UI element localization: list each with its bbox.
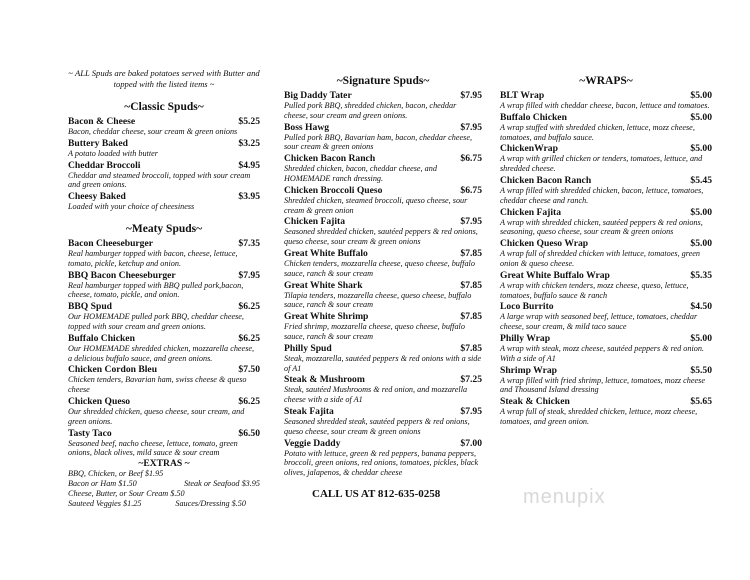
menu-item-header (284, 90, 482, 101)
menu-item-description: Chicken tenders, mozzarella cheese, queso cheese, buffalo sauce, ranch & sour cream (284, 258, 475, 278)
menu-item-description: Pulled pork BBQ, Bavarian ham, bacon, cheddar cheese, sour cream & green onions (284, 132, 473, 152)
section-title: ~Meaty Spuds~ (125, 222, 203, 235)
right-column (500, 64, 712, 428)
menu-item (68, 428, 260, 459)
menu-item-price: $7.50 (238, 364, 260, 376)
menu-item-name: Chicken Bacon Ranch (284, 153, 376, 165)
menu-item (68, 396, 260, 427)
menu-item-price: $5.00 (690, 90, 712, 101)
menu-item (68, 333, 260, 364)
menu-item-header (68, 301, 260, 312)
menu-item-name: Chicken Cordon Bleu (68, 364, 158, 376)
extras-block (68, 459, 260, 509)
menu-item-description: A potato loaded with butter (68, 148, 158, 158)
extras-row (68, 499, 246, 509)
menu-item (284, 374, 482, 405)
menu-item-header (500, 143, 712, 154)
menu-item-price: $5.35 (690, 269, 712, 281)
menu-item-description: Steak, sautéed Mushrooms & red onion, and mozzarella cheese with a side of A1 (284, 385, 468, 405)
menu-item-name: Cheesy Baked (68, 191, 126, 203)
menu-item (500, 333, 712, 364)
menu-item-name: Loco Burrito (500, 301, 554, 313)
menu-item-name: Great White Buffalo Wrap (500, 269, 610, 281)
menu-item-price: $4.95 (238, 159, 260, 171)
menu-item-price: $5.25 (238, 116, 260, 127)
menu-item (500, 301, 712, 332)
call-us-phone: CALL US AT 812-635-0258 (312, 488, 441, 500)
menu-item-price: $7.85 (460, 279, 482, 291)
menu-item-header (284, 122, 482, 133)
menu-item-price: $7.00 (460, 437, 482, 449)
menu-item (284, 438, 482, 478)
menu-item-description: Seasoned shredded steak, sautéed peppers & red onions, queso cheese, sour cream & green onions (284, 416, 470, 436)
menu-item-price: $5.00 (690, 332, 712, 344)
menu-item-name: Boss Hawg (284, 121, 330, 133)
menu-item-name: Chicken Broccoli Queso (284, 184, 383, 196)
section-title: ~Signature Spuds~ (336, 75, 430, 87)
menu-item-price: $7.35 (238, 237, 260, 249)
menu-item-price: $7.95 (460, 216, 482, 228)
menu-item-header (68, 396, 260, 407)
menu-item-description: Pulled pork BBQ, shredded chicken, bacon, cheddar cheese, sour cream and green onions. (284, 101, 457, 120)
menu-item-price: $7.95 (460, 405, 482, 417)
menu-item-header (500, 112, 712, 123)
menu-item-header (284, 185, 482, 196)
menu-item-header (284, 153, 482, 164)
menu-item-price: $6.75 (460, 153, 482, 165)
menu-item (284, 216, 482, 247)
menu-item (284, 406, 482, 437)
menu-item-name: Veggie Daddy (284, 437, 341, 449)
menu-item-header (284, 248, 482, 259)
menu-item-name: BBQ Bacon Cheeseburger (68, 269, 176, 281)
menu-item-header (68, 428, 260, 439)
menu-item (68, 138, 260, 159)
menu-item-header (284, 343, 482, 354)
menu-item-description: Steak, mozzarella, sautéed peppers & red onions with a side of A1 (284, 353, 482, 373)
menu-item-description: Real hamburger topped with BBQ pulled pork,bacon, cheese, tomato, pickle, and onion. (68, 280, 244, 300)
menu-item (284, 153, 482, 184)
menu-item-name: Steak Fajita (284, 405, 334, 417)
menu-item (68, 270, 260, 301)
menu-item-header (284, 280, 482, 291)
middle-column (284, 64, 482, 479)
menu-item-description: A wrap full of steak, shredded chicken, lettuce, mozz cheese, tomatoes, and green onion. (500, 407, 698, 426)
menu-item-price: $6.25 (238, 395, 260, 407)
menu-item-description: A wrap with shredded chicken, sautéed peppers & red onions, seasoning, queso cheese, sour cream & green onions (500, 217, 703, 237)
menu-item (68, 116, 260, 137)
menu-item (284, 248, 482, 279)
menu-item-description: Shredded chicken, steamed broccoli, queso cheese, sour cream & green onion (284, 195, 468, 215)
menu-item-description: Potato with lettuce, green & red peppers, banana peppers, broccoli, green onions, red onions, tomatoes, pickles, black olives, jalapenos, & cheddar cheese (284, 448, 479, 478)
sections (284, 75, 482, 478)
menu-item (68, 191, 260, 212)
menu-item-name: Steak & Mushroom (284, 374, 365, 386)
menu-item-description: A wrap stuffed with shredded chicken, lettuce, mozz cheese, tomatoes, and buffalo sauce. (500, 122, 695, 142)
menu-item-description: Our HOMEMADE pulled pork BBQ, cheddar cheese, topped with sour cream and green onions. (68, 312, 244, 331)
menu-item-description: A wrap with chicken tenders, mozz cheese, queso, lettuce, tomatoes, buffalo sauce & ranch (500, 280, 689, 300)
menu-item-price: $7.95 (460, 90, 482, 101)
menu-item-price: $6.75 (460, 184, 482, 196)
menu-item (500, 143, 712, 174)
menu-item (284, 90, 482, 121)
menu-item-name: Buffalo Chicken (68, 332, 135, 344)
menu-item-name: Chicken Queso Wrap (500, 238, 589, 250)
menu-item-header (68, 364, 260, 375)
menupix-watermark: menupix (523, 486, 606, 508)
menu-item-name: Chicken Bacon Ranch (500, 174, 592, 186)
menu-item-header (284, 311, 482, 322)
menu-item-description: A wrap filled with fried shrimp, lettuce, tomatoes, mozz cheese and Thousand Island dressing (500, 375, 705, 395)
menu-item-header (68, 270, 260, 281)
intro-note: ~ ALL Spuds are baked potatoes served with Butter and topped with the listed items ~ (68, 68, 260, 89)
menu-item (68, 301, 260, 332)
menu-item-header (68, 116, 260, 127)
extras-line: Sauces/Dressing $.50 (175, 499, 246, 509)
menu-item-price: $5.50 (690, 364, 712, 376)
menu-item-description: Cheddar and steamed broccoli, topped with sour cream and green onions. (68, 170, 251, 190)
menu-item-price: $4.50 (690, 301, 712, 313)
menu-item (500, 207, 712, 238)
menu-item-name: Chicken Fajita (284, 216, 346, 228)
menu-item-price: $5.00 (690, 206, 712, 218)
menu-item-description: Chicken tenders, Bavarian ham, swiss cheese & queso cheese (68, 375, 247, 395)
menu-item-description: A wrap with grilled chicken or tenders, tomatoes, lettuce, and shredded cheese. (500, 154, 703, 174)
menu-item (500, 112, 712, 143)
menu-item-name: Philly Wrap (500, 332, 551, 344)
extras-line: Sauteed Veggies $1.25 (68, 499, 142, 509)
menu-item-header (68, 191, 260, 202)
menu-item-description: Seasoned shredded chicken, sautéed peppers & red onions, queso cheese, sour cream & green onions (284, 227, 478, 247)
menu-item-header (68, 238, 260, 249)
menu-item-name: Cheddar Broccoli (68, 159, 141, 171)
menu-item-name: Buffalo Chicken (500, 111, 567, 123)
menu-item-name: Big Daddy Tater (284, 90, 352, 101)
menu-item-name: Bacon Cheeseburger (68, 237, 153, 249)
menu-item-price: $7.25 (460, 374, 482, 386)
menu-item (500, 90, 712, 111)
menu-item-name: Bacon & Cheese (68, 116, 136, 127)
menu-item-header (500, 396, 712, 407)
menu-item (500, 365, 712, 396)
sections (500, 75, 712, 427)
menu-item (284, 185, 482, 216)
menu-item-header (500, 365, 712, 376)
menu-item-description: Loaded with your choice of cheesiness (68, 202, 195, 212)
menu-item-price: $6.25 (238, 332, 260, 344)
menu-item-header (500, 238, 712, 249)
menu-item-description: Shredded chicken, bacon, cheddar cheese, and HOMEMADE ranch dressing. (284, 164, 437, 183)
menu-item-name: Chicken Fajita (500, 206, 562, 218)
menu-item-price: $7.85 (460, 311, 482, 323)
menu-item-name: Tasty Taco (68, 427, 112, 439)
menu-item (284, 122, 482, 153)
menu-item-header (68, 333, 260, 344)
menu-item (500, 270, 712, 301)
menu-item-description: Seasoned beef, nacho cheese, lettuce, tomato, green onions, black olives, mild sauce & sour cream (68, 438, 238, 458)
menu-item-price: $5.45 (690, 174, 712, 186)
menu-item-name: ChickenWrap (500, 143, 558, 155)
menu-item-description: A wrap full of shredded chicken with lettuce, tomatoes, green onion & queso cheese. (500, 249, 701, 268)
menu-item-name: Great White Shrimp (284, 311, 369, 323)
menu-item-price: $6.50 (238, 427, 260, 439)
extras-line: BBQ, Chicken, or Beef $1.95 (68, 469, 164, 479)
menu-item-price: $7.85 (460, 342, 482, 354)
extras-line: Cheese, Butter, or Sour Cream $.50 (68, 489, 185, 499)
menu-item-description: Our HOMEMADE shredded chicken, mozzarella cheese, a delicious buffalo sauce, and green onions. (68, 343, 255, 363)
menu-item (500, 175, 712, 206)
menu-item (68, 160, 260, 191)
menu-item-header (500, 301, 712, 312)
menu-item-description: Bacon, cheddar cheese, sour cream & green onions (68, 127, 238, 136)
menu-item-header (500, 175, 712, 186)
menu-item-name: BBQ Spud (68, 301, 113, 313)
menu-item-description: Tilapia tenders, mozzarella cheese, queso cheese, buffalo sauce, ranch & sour cream (284, 290, 472, 310)
menu-item-name: Philly Spud (284, 342, 332, 354)
menu-item-header (284, 406, 482, 417)
menu-item (500, 396, 712, 427)
menu-item (68, 364, 260, 395)
menu-item-description: Real hamburger topped with bacon, cheese, lettuce, tomato, pickle, ketchup and onion. (68, 248, 238, 268)
menu-item (284, 311, 482, 342)
menu-item-header (284, 374, 482, 385)
extras-line: Bacon or Ham $1.50 (68, 479, 137, 489)
menu-item-header (284, 438, 482, 449)
menu-item-price: $7.85 (460, 247, 482, 259)
menu-item-header (284, 216, 482, 227)
menu-item-description: A wrap filled with shredded chicken, bacon, lettuce, tomatoes, cheddar cheese and ranch. (500, 185, 704, 205)
menu-item-header (500, 207, 712, 218)
menu-item-price: $6.25 (238, 301, 260, 313)
menu-item-description: Fried shrimp, mozzarella cheese, queso cheese, buffalo sauce, ranch & sour cream (284, 322, 465, 341)
menu-item-price: $3.25 (238, 137, 260, 149)
menu-item-header (500, 90, 712, 101)
left-column (68, 64, 260, 509)
menu-item-description: A large wrap with seasoned beef, lettuce, tomatoes, cheddar cheese, sour cream, & mild taco sauce (500, 312, 698, 332)
menu-item (500, 238, 712, 269)
menu-item-price: $7.95 (238, 269, 260, 281)
section-title: ~Classic Spuds~ (124, 101, 204, 113)
menu-item-price: $7.95 (460, 121, 482, 133)
extras-row (68, 479, 260, 489)
menu-item-name: Great White Buffalo (284, 247, 368, 259)
extras-line: Steak or Seafood $3.95 (184, 479, 260, 489)
menu-item-name: BLT Wrap (500, 90, 545, 101)
menu-item (284, 280, 482, 311)
menu-item-name: Shrimp Wrap (500, 364, 557, 376)
section-title: ~WRAPS~ (579, 75, 633, 87)
menu-item (68, 238, 260, 269)
menu-item-price: $5.00 (690, 111, 712, 123)
menu-item-header (68, 160, 260, 171)
menu-item-price: $5.00 (690, 143, 712, 155)
menu-item-header (500, 270, 712, 281)
menu-item-header (68, 138, 260, 149)
menu-item-description: A wrap filled with cheddar cheese, bacon, lettuce and tomatoes. (500, 101, 710, 110)
menu-item-name: Steak & Chicken (500, 396, 570, 408)
menu-item-name: Great White Shark (284, 279, 363, 291)
menu-item-price: $5.00 (690, 238, 712, 250)
extras-title: ~EXTRAS ~ (138, 458, 190, 470)
menu-item (284, 343, 482, 374)
menu-item-price: $5.65 (690, 396, 712, 408)
menu-item-name: Buttery Baked (68, 137, 128, 149)
menu-item-name: Chicken Queso (68, 395, 131, 407)
menu-item-description: A wrap with steak, mozz cheese, sautéed peppers & red onion. With a side of A1 (500, 343, 704, 363)
menu-item-header (500, 333, 712, 344)
sections (68, 101, 260, 458)
menu-item-price: $3.95 (238, 191, 260, 203)
menu-item-description: Our shredded chicken, queso cheese, sour cream, and green onions. (68, 406, 245, 426)
